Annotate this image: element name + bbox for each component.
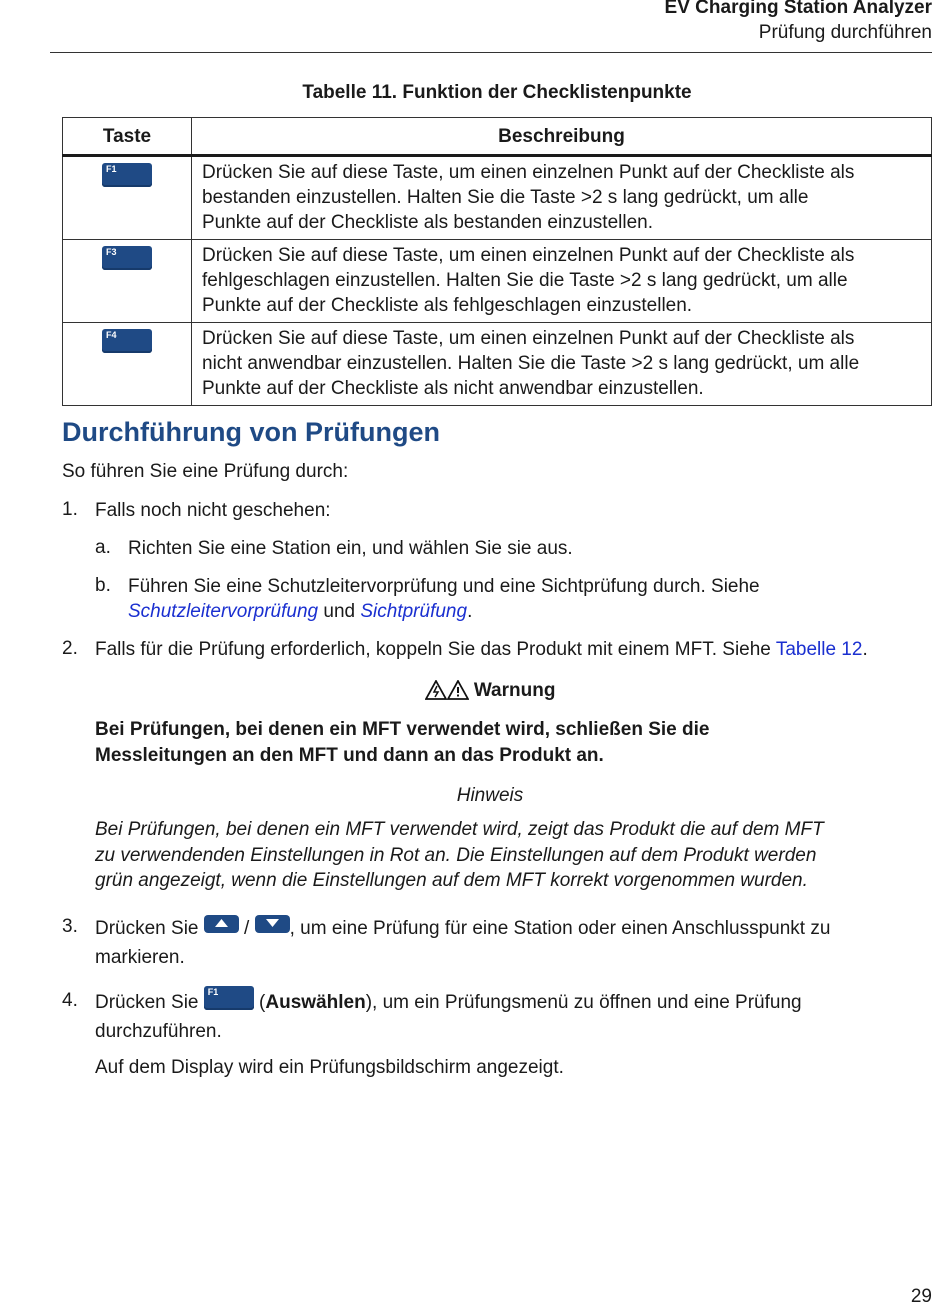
key-cell bbox=[63, 240, 192, 323]
warning-line: Messleitungen an den MFT und dann an das Produkt an. bbox=[95, 745, 604, 766]
link-tabelle-12[interactable]: Tabelle 12 bbox=[775, 639, 863, 660]
column-header-key: Taste bbox=[63, 118, 192, 156]
step-number: 3. bbox=[62, 916, 78, 937]
note-line: Bei Prüfungen, bei denen ein MFT verwendet wird, zeigt das Produkt die auf dem MFT bbox=[95, 819, 824, 840]
key-cell bbox=[63, 156, 192, 240]
separator: / bbox=[238, 918, 255, 939]
electric-hazard-icon bbox=[425, 680, 447, 700]
warning-triangle-icon bbox=[447, 680, 469, 700]
section-title: Prüfung durchführen bbox=[758, 22, 932, 43]
key-label: F4 bbox=[106, 330, 117, 340]
punctuation: . bbox=[862, 639, 868, 660]
description-line: Drücken Sie auf diese Taste, um einen einzelnen Punkt auf der Checkliste als bbox=[202, 162, 855, 183]
step-number: 1. bbox=[62, 499, 78, 520]
description-line: Punkte auf der Checkliste als bestanden einzustellen. bbox=[202, 212, 653, 233]
page-header bbox=[665, 0, 932, 46]
step-4-line2: durchzuführen. bbox=[95, 1021, 222, 1042]
punctuation: . bbox=[467, 601, 473, 622]
intro-text: So führen Sie eine Prüfung durch: bbox=[62, 461, 349, 482]
f4-key-icon bbox=[102, 329, 152, 353]
warning-title bbox=[95, 680, 885, 702]
link-schutzleitervorpruefung[interactable]: Schutzleitervorprüfung bbox=[128, 601, 319, 622]
step-2-sentence: Falls für die Prüfung erforderlich, koppeln Sie das Produkt mit einem MFT. Siehe bbox=[95, 639, 776, 660]
note-title: Hinweis bbox=[456, 785, 524, 806]
note-line: zu verwendenden Einstellungen in Rot an. Die Einstellungen auf dem Produkt werden bbox=[95, 844, 817, 866]
f1-key-icon bbox=[204, 986, 254, 1010]
step-3-pre: Drücken Sie bbox=[95, 918, 204, 939]
step-number: 4. bbox=[62, 990, 78, 1011]
description-line: Punkte auf der Checkliste als nicht anwendbar einzustellen. bbox=[202, 378, 704, 399]
description-cell bbox=[192, 156, 932, 240]
step-4-text bbox=[95, 988, 935, 1046]
page-number: 29 bbox=[910, 1286, 932, 1307]
section-heading: Durchführung von Prüfungen bbox=[62, 417, 440, 447]
warning-body bbox=[95, 717, 875, 769]
description-line: Drücken Sie auf diese Taste, um einen einzelnen Punkt auf der Checkliste als bbox=[202, 328, 855, 349]
column-header-description: Beschreibung bbox=[192, 118, 932, 156]
description-line: bestanden einzustellen. Halten Sie die Taste >2 s lang gedrückt, um alle bbox=[202, 187, 809, 208]
key-label: F1 bbox=[207, 987, 219, 997]
open-paren: ( bbox=[253, 992, 266, 1013]
note-body bbox=[95, 817, 895, 894]
step-3-post: , um eine Prüfung für eine Station oder einen Anschlusspunkt zu bbox=[289, 918, 831, 939]
table-caption: Tabelle 11. Funktion der Checklistenpunkte bbox=[302, 82, 692, 103]
step-4-post: ), um ein Prüfungsmenü zu öffnen und eine Prüfung bbox=[365, 992, 802, 1013]
step-3-line2: markieren. bbox=[95, 947, 185, 968]
table-row bbox=[63, 323, 932, 406]
connector-text: und bbox=[318, 601, 361, 622]
substep-a-text: Richten Sie eine Station ein, und wählen Sie sie aus. bbox=[128, 538, 573, 559]
description-line: Drücken Sie auf diese Taste, um einen einzelnen Punkt auf der Checkliste als bbox=[202, 245, 855, 266]
key-label: F1 bbox=[106, 164, 117, 174]
step-4-result: Auf dem Display wird ein Prüfungsbildschirm angezeigt. bbox=[95, 1057, 564, 1078]
f3-key-icon bbox=[102, 246, 152, 270]
link-sichtpruefung[interactable]: Sichtprüfung bbox=[360, 601, 468, 622]
description-cell bbox=[192, 240, 932, 323]
table-header-row bbox=[63, 118, 932, 156]
f1-key-icon bbox=[102, 163, 152, 187]
description-line: nicht anwendbar einzustellen. Halten Sie die Taste >2 s lang gedrückt, um alle bbox=[202, 353, 860, 374]
step-2-text bbox=[95, 637, 945, 662]
step-3-text bbox=[95, 914, 935, 972]
step-number: 2. bbox=[62, 638, 78, 659]
table-row bbox=[63, 156, 932, 240]
table-row bbox=[63, 240, 932, 323]
checklist-function-table bbox=[62, 117, 932, 406]
step-4-pre: Drücken Sie bbox=[95, 992, 204, 1013]
key-label: F3 bbox=[106, 247, 117, 257]
description-line: fehlgeschlagen einzustellen. Halten Sie die Taste >2 s lang gedrückt, um alle bbox=[202, 270, 848, 291]
key-cell bbox=[63, 323, 192, 406]
note-line: grün angezeigt, wenn die Einstellungen auf dem MFT korrekt vorgenommen wurden. bbox=[95, 870, 808, 891]
warning-label: Warnung bbox=[473, 680, 556, 701]
arrow-down-key-icon bbox=[255, 915, 290, 933]
warning-line: Bei Prüfungen, bei denen ein MFT verwendet wird, schließen Sie die bbox=[95, 719, 710, 740]
substep-b-text bbox=[128, 574, 908, 624]
substep-label: b. bbox=[95, 575, 111, 596]
header-rule bbox=[50, 52, 932, 53]
description-line: Punkte auf der Checkliste als fehlgeschlagen einzustellen. bbox=[202, 295, 693, 316]
substep-b-line: Führen Sie eine Schutzleitervorprüfung und eine Sichtprüfung durch. Siehe bbox=[128, 576, 760, 597]
arrow-up-key-icon bbox=[204, 915, 239, 933]
substep-label: a. bbox=[95, 537, 111, 558]
description-cell bbox=[192, 323, 932, 406]
auswaehlen-label: Auswählen bbox=[265, 992, 366, 1013]
document-title: EV Charging Station Analyzer bbox=[664, 0, 932, 18]
step-1-text: Falls noch nicht geschehen: bbox=[95, 500, 331, 521]
